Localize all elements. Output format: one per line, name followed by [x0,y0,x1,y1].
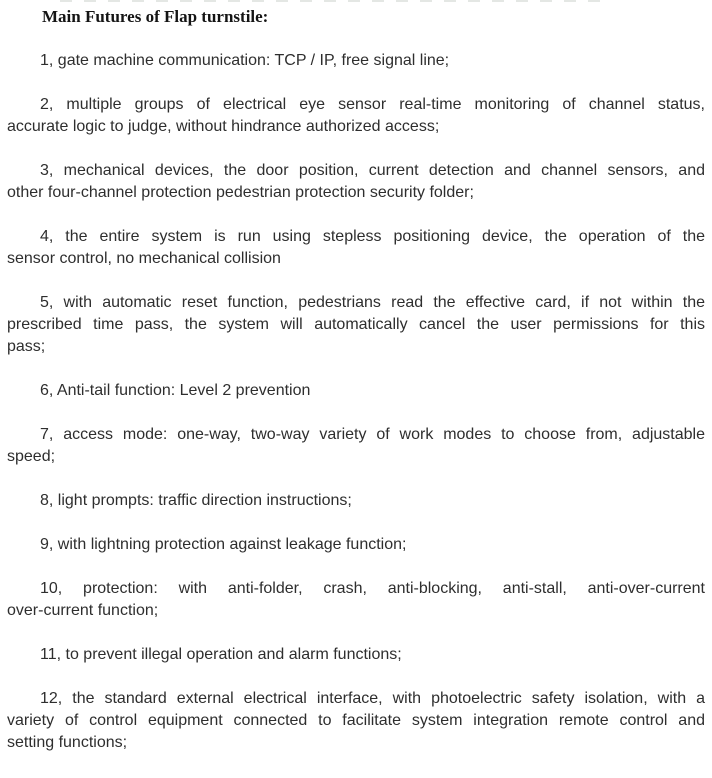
text-line: 1, gate machine communication: TCP / IP, free signal line; [40,52,450,69]
text-line: pass; [7,338,46,355]
list-item-5 [7,292,705,358]
list-item-1 [7,50,705,72]
list-item-7 [7,424,705,468]
list-item-12 [7,688,705,754]
text-line: 9, with lightning protection against leakage function; [40,536,407,553]
text-line: 10, protection: with anti-folder, crash, anti-blocking, anti-stall, anti-over-current [40,580,705,597]
text-line: 5, with automatic reset function, pedestrians read the effective card, if not within the [40,294,705,311]
page-title: Main Futures of Flap turnstile: [42,7,269,26]
text-line: setting functions; [7,734,128,751]
text-line: variety of control equipment connected to facilitate system integration remote control and [7,712,705,729]
text-line: 3, mechanical devices, the door position, current detection and channel sensors, and [40,162,705,179]
list-item-8 [7,490,705,512]
text-line: 6, Anti-tail function: Level 2 prevention [40,382,311,399]
text-line: prescribed time pass, the system will automatically cancel the user permissions for this [7,316,705,333]
text-line: 7, access mode: one-way, two-way variety of work modes to choose from, adjustable [40,426,705,443]
text-line: 8, light prompts: traffic direction instructions; [40,492,352,509]
list-item-3 [7,160,705,204]
list-item-6 [7,380,705,402]
list-item-4 [7,226,705,270]
list-item-10 [7,578,705,622]
text-line: 12, the standard external electrical interface, with photoelectric safety isolation, with a [40,690,705,707]
text-line: speed; [7,448,56,465]
text-line: 2, multiple groups of electrical eye sensor real-time monitoring of channel status, [40,96,705,113]
list-item-2 [7,94,705,138]
text-line: accurate logic to judge, without hindrance authorized access; [7,118,440,135]
text-line: 4, the entire system is run using stepless positioning device, the operation of the [40,228,705,245]
scan-artifact [60,0,600,2]
list-item-11 [7,644,705,666]
list-item-9 [7,534,705,556]
text-line: other four-channel protection pedestrian protection security folder; [7,184,474,201]
text-line: over-current function; [7,602,159,619]
text-line: 11, to prevent illegal operation and alarm functions; [40,646,402,663]
text-line: sensor control, no mechanical collision [7,250,281,267]
